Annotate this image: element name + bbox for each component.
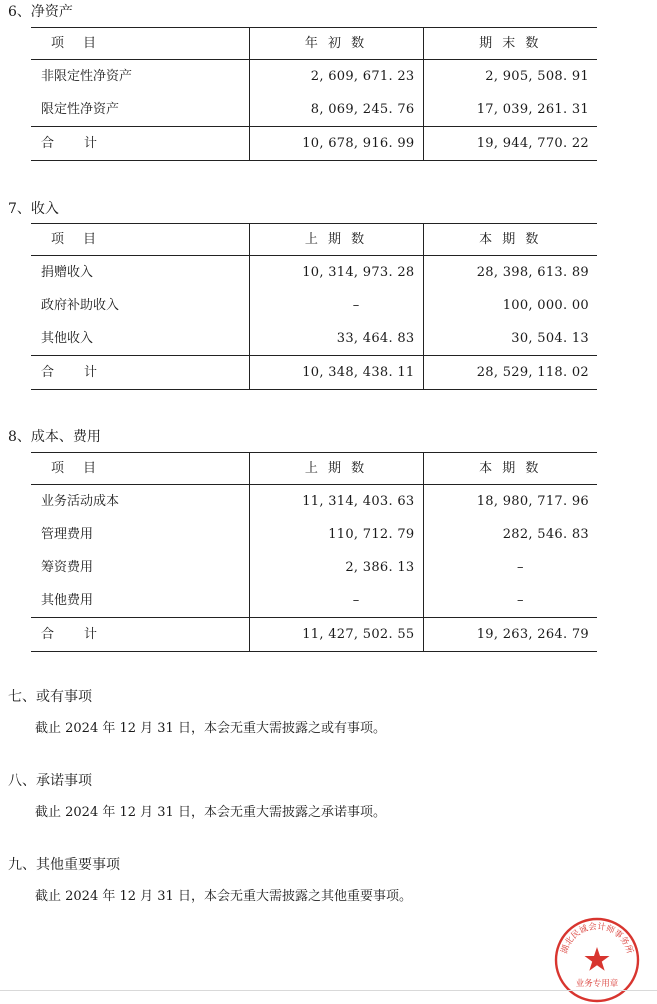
- total-value: 19, 944, 770. 22: [423, 127, 597, 161]
- total-value: 28, 529, 118. 02: [423, 356, 597, 390]
- row-value: –: [423, 551, 597, 584]
- row-label: 筹资费用: [41, 559, 94, 575]
- other-matters-title: 九、其他重要事项: [8, 857, 120, 873]
- header-current: 本 期 数: [423, 224, 597, 256]
- table-row: [31, 60, 597, 94]
- row-value: 18, 980, 717. 96: [423, 485, 597, 519]
- total-row: [31, 127, 597, 161]
- header-item: 项 目: [31, 28, 249, 60]
- header-prior: 上 期 数: [249, 453, 423, 485]
- row-value: –: [249, 289, 423, 322]
- row-label: 限定性净资产: [41, 101, 120, 117]
- row-value: 33, 464. 83: [249, 322, 423, 356]
- table-row: [31, 485, 597, 519]
- header-closing: 期 末 数: [423, 28, 597, 60]
- commitments-title: 八、承诺事项: [8, 773, 92, 789]
- row-label: 非限定性净资产: [41, 68, 133, 84]
- header-opening: 年 初 数: [249, 28, 423, 60]
- row-label: 其他收入: [41, 330, 94, 346]
- total-value: 11, 427, 502. 55: [249, 618, 423, 652]
- star-icon: [585, 947, 610, 971]
- seal-bottom-text: 业务专用章: [575, 979, 619, 989]
- row-value: 2, 609, 671. 23: [249, 60, 423, 94]
- other-matters-text: 截止 2024 年 12 月 31 日，本会无重大需披露之其他重要事项。: [35, 889, 412, 904]
- row-value: –: [249, 584, 423, 618]
- header-item: 项 目: [31, 224, 249, 256]
- total-label-a: 合: [41, 135, 55, 151]
- row-value: 282, 546. 83: [423, 518, 597, 551]
- net-assets-table: [31, 27, 597, 161]
- table-row: [31, 93, 597, 127]
- total-label: [31, 618, 249, 652]
- costs-table: [31, 452, 597, 652]
- total-row: [31, 618, 597, 652]
- table-row: [31, 322, 597, 356]
- row-value: 2, 905, 508. 91: [423, 60, 597, 94]
- row-value: 8, 069, 245. 76: [249, 93, 423, 127]
- contingent-title: 七、或有事项: [8, 689, 92, 705]
- total-label-a: 合: [41, 626, 55, 642]
- commitments-text: 截止 2024 年 12 月 31 日，本会无重大需披露之承诺事项。: [35, 805, 386, 820]
- total-label-a: 合: [41, 364, 55, 380]
- income-table: [31, 223, 597, 390]
- table-row: [31, 289, 597, 322]
- row-value: 30, 504. 13: [423, 322, 597, 356]
- row-label: 管理费用: [41, 526, 94, 542]
- header-item: 项 目: [31, 453, 249, 485]
- table-header: [31, 28, 597, 60]
- row-label: 其他费用: [41, 592, 94, 608]
- total-label-b: 计: [84, 626, 98, 642]
- row-value: 100, 000. 00: [423, 289, 597, 322]
- costs-title: 8、成本、费用: [8, 429, 101, 445]
- table-row: [31, 551, 597, 584]
- total-label: [31, 127, 249, 161]
- total-row: [31, 356, 597, 390]
- header-prior: 上 期 数: [249, 224, 423, 256]
- row-label: 政府补助收入: [41, 297, 120, 313]
- total-label: [31, 356, 249, 390]
- total-label-b: 计: [84, 135, 98, 151]
- table-row: [31, 256, 597, 290]
- row-value: 10, 314, 973. 28: [249, 256, 423, 290]
- row-value: 2, 386. 13: [249, 551, 423, 584]
- table-header: [31, 224, 597, 256]
- row-value: 17, 039, 261. 31: [423, 93, 597, 127]
- total-label-b: 计: [84, 364, 98, 380]
- net-assets-title: 6、净资产: [8, 4, 73, 20]
- table-row: [31, 584, 597, 618]
- row-label: 业务活动成本: [41, 493, 120, 509]
- page-bottom-edge: [0, 990, 657, 991]
- income-title: 7、收入: [8, 201, 59, 217]
- table-row: [31, 518, 597, 551]
- contingent-text: 截止 2024 年 12 月 31 日，本会无重大需披露之或有事项。: [35, 721, 386, 736]
- header-current: 本 期 数: [423, 453, 597, 485]
- table-header: [31, 453, 597, 485]
- row-value: 28, 398, 613. 89: [423, 256, 597, 290]
- total-value: 10, 348, 438. 11: [249, 356, 423, 390]
- seal-arc-text: 湖北民诚会计师事务所: [559, 921, 635, 956]
- total-value: 10, 678, 916. 99: [249, 127, 423, 161]
- row-value: 110, 712. 79: [249, 518, 423, 551]
- row-value: 11, 314, 403. 63: [249, 485, 423, 519]
- row-label: 捐赠收入: [41, 264, 94, 280]
- row-value: –: [423, 584, 597, 618]
- total-value: 19, 263, 264. 79: [423, 618, 597, 652]
